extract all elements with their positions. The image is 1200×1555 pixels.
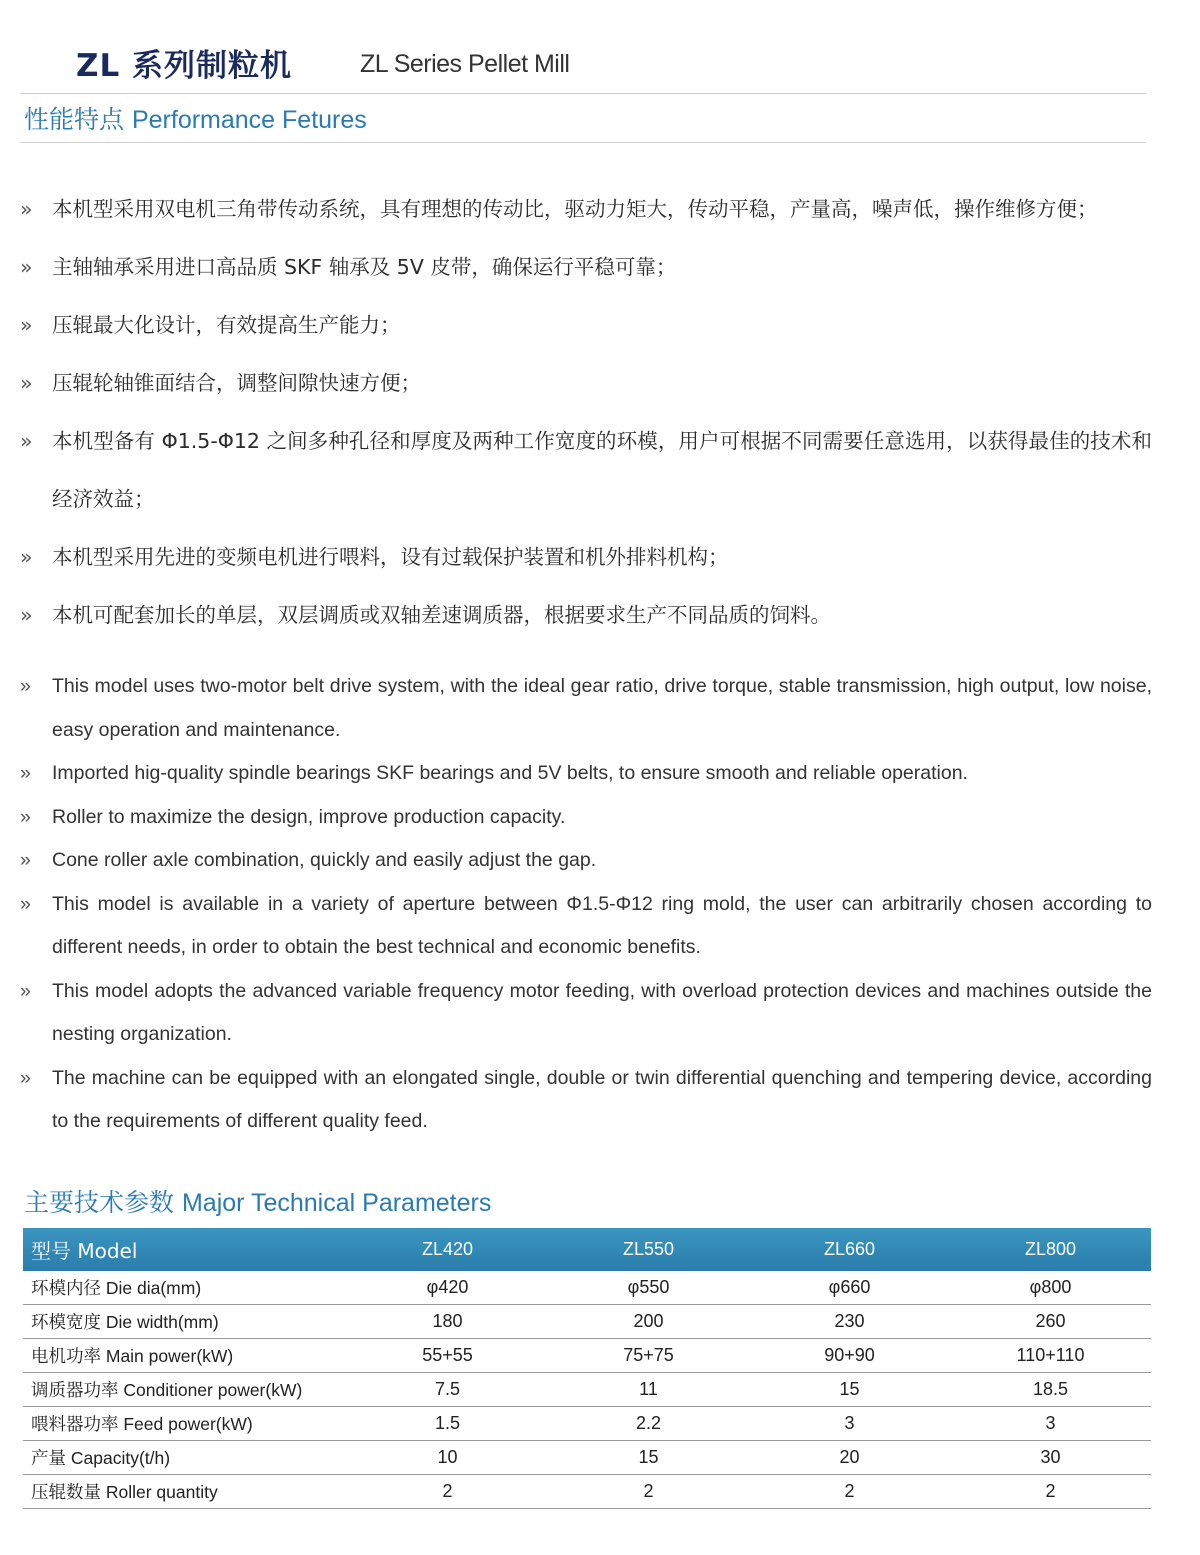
- feature-text-cn: 本机型采用先进的变频电机进行喂料，设有过载保护装置和机外排料机构；: [52, 545, 729, 569]
- table-cell: 2: [950, 1475, 1151, 1509]
- bullet-icon: »: [20, 603, 33, 627]
- header-model: 型号 Model: [31, 1239, 138, 1263]
- row-label: 环模内径 Die dia(mm): [23, 1271, 347, 1305]
- feature-item-en: [20, 970, 1152, 1057]
- feature-text-en: Cone roller axle combination, quickly and easily adjust the gap.: [52, 849, 597, 871]
- feature-text-cn: 主轴轴承采用进口高品质 SKF 轴承及 5V 皮带，确保运行平稳可靠；: [52, 255, 677, 279]
- table-cell: 200: [548, 1305, 749, 1339]
- row-label: 电机功率 Main power(kW): [23, 1339, 347, 1373]
- feature-text-cn: 压辊最大化设计，有效提高生产能力；: [52, 313, 401, 337]
- row-label: 调质器功率 Conditioner power(kW): [23, 1373, 347, 1407]
- bullet-icon: »: [20, 255, 33, 279]
- feature-item-en: [20, 1057, 1152, 1144]
- features-list-cn: [20, 180, 1152, 644]
- params-table: [23, 1228, 1151, 1509]
- bullet-icon: »: [20, 762, 31, 784]
- table-row: [23, 1407, 1151, 1441]
- params-title-cn: 主要技术参数: [24, 1188, 175, 1217]
- table-cell: 2: [749, 1475, 950, 1509]
- table-cell: 90+90: [749, 1339, 950, 1373]
- page-title-cn: ZL 系列制粒机: [76, 48, 293, 84]
- table-cell: 110+110: [950, 1339, 1151, 1373]
- table-cell: 180: [347, 1305, 548, 1339]
- bullet-icon: »: [20, 371, 33, 395]
- feature-text-en: Roller to maximize the design, improve production capacity.: [52, 805, 566, 828]
- features-section-title: [24, 100, 367, 136]
- feature-text-cn: 本机型采用双电机三角带传动系统，具有理想的传动比，驱动力矩大，传动平稳，产量高，噪声低，操作维修方便；: [52, 197, 1098, 221]
- table-cell: 2: [548, 1475, 749, 1509]
- params-section-title: [24, 1183, 491, 1219]
- bullet-icon: »: [20, 429, 33, 453]
- table-cell: φ420: [347, 1271, 548, 1305]
- bullet-icon: »: [20, 1066, 31, 1089]
- feature-text-cn: 本机可配套加长的单层，双层调质或双轴差速调质器，根据要求生产不同品质的饲料。: [52, 603, 831, 627]
- bullet-icon: »: [20, 979, 31, 1002]
- feature-item-cn: [20, 238, 1152, 296]
- header-zl800: ZL800: [1024, 1239, 1077, 1259]
- feature-text-cn: 本机型备有 Φ1.5-Φ12 之间多种孔径和厚度及两种工作宽度的环模，用户可根据不同需要任意选用，以获得最佳的技术和经济效益；: [52, 429, 1152, 511]
- table-cell: φ800: [950, 1271, 1151, 1305]
- table-row: [23, 1373, 1151, 1407]
- table-cell: 10: [347, 1441, 548, 1475]
- table-cell: 2: [347, 1475, 548, 1509]
- feature-item-en: [20, 752, 1152, 796]
- feature-text-en: This model adopts the advanced variable frequency motor feeding, with overload protection devices and machines outside the nesting organization.: [52, 979, 1152, 1045]
- feature-item-en: [20, 839, 1152, 883]
- feature-text-cn: 压辊轮轴锥面结合，调整间隙快速方便；: [52, 371, 421, 395]
- feature-item-cn: [20, 586, 1152, 644]
- row-label: 环模宽度 Die width(mm): [23, 1305, 347, 1339]
- header-zl420: ZL420: [421, 1239, 474, 1259]
- feature-text-en: The machine can be equipped with an elongated single, double or twin differential quenching and tempering device, according to the requirements of different quality feed.: [52, 1066, 1152, 1132]
- table-cell: 260: [950, 1305, 1151, 1339]
- feature-item-cn: [20, 528, 1152, 586]
- divider-features: [20, 142, 1146, 143]
- bullet-icon: »: [20, 313, 33, 337]
- table-cell: φ550: [548, 1271, 749, 1305]
- table-row: [23, 1475, 1151, 1509]
- table-cell: 30: [950, 1441, 1151, 1475]
- table-cell: 11: [548, 1373, 749, 1407]
- table-cell: φ660: [749, 1271, 950, 1305]
- feature-item-cn: [20, 180, 1152, 238]
- bullet-icon: »: [20, 197, 33, 221]
- table-row: [23, 1339, 1151, 1373]
- feature-item-en: [20, 796, 1152, 840]
- features-list-en: [20, 665, 1152, 1144]
- bullet-icon: »: [20, 805, 31, 828]
- table-cell: 1.5: [347, 1407, 548, 1441]
- bullet-icon: »: [20, 545, 33, 569]
- table-cell: 3: [950, 1407, 1151, 1441]
- table-cell: 75+75: [548, 1339, 749, 1373]
- table-row: [23, 1271, 1151, 1305]
- page-title-en: ZL Series Pellet Mill: [360, 50, 570, 78]
- params-title-en: Major Technical Parameters: [181, 1189, 492, 1217]
- feature-item-en: [20, 883, 1152, 970]
- table-cell: 15: [749, 1373, 950, 1407]
- row-label: 产量 Capacity(t/h): [23, 1441, 347, 1475]
- table-row: [23, 1305, 1151, 1339]
- header-zl660: ZL660: [823, 1239, 876, 1259]
- params-header-row: [23, 1228, 1151, 1271]
- page-header: [0, 0, 1200, 100]
- divider-top: [20, 93, 1146, 94]
- table-cell: 18.5: [950, 1373, 1151, 1407]
- features-title-cn: 性能特点: [24, 105, 125, 134]
- feature-item-cn: [20, 354, 1152, 412]
- table-cell: 2.2: [548, 1407, 749, 1441]
- features-title-en: Performance Fetures: [131, 106, 367, 134]
- header-zl550: ZL550: [622, 1239, 675, 1259]
- row-label: 压辊数量 Roller quantity: [23, 1475, 347, 1509]
- feature-item-cn: [20, 412, 1152, 528]
- table-cell: 3: [749, 1407, 950, 1441]
- row-label: 喂料器功率 Feed power(kW): [23, 1407, 347, 1441]
- table-cell: 20: [749, 1441, 950, 1475]
- feature-text-en: This model uses two-motor belt drive system, with the ideal gear ratio, drive torque, stable transmission, high output, low noise, easy operation and maintenance.: [52, 675, 1152, 741]
- table-cell: 55+55: [347, 1339, 548, 1373]
- bullet-icon: »: [20, 892, 31, 915]
- bullet-icon: »: [20, 675, 31, 697]
- bullet-icon: »: [20, 849, 31, 871]
- feature-text-en: This model is available in a variety of aperture between Φ1.5-Φ12 ring mold, the user can arbitrarily chosen according to different needs, in order to obtain the best technical and economic benefits.: [52, 892, 1152, 958]
- table-cell: 7.5: [347, 1373, 548, 1407]
- table-row: [23, 1441, 1151, 1475]
- table-cell: 15: [548, 1441, 749, 1475]
- feature-text-en: Imported hig-quality spindle bearings SKF bearings and 5V belts, to ensure smooth and reliable operation.: [52, 762, 968, 784]
- table-cell: 230: [749, 1305, 950, 1339]
- feature-item-cn: [20, 296, 1152, 354]
- feature-item-en: [20, 665, 1152, 752]
